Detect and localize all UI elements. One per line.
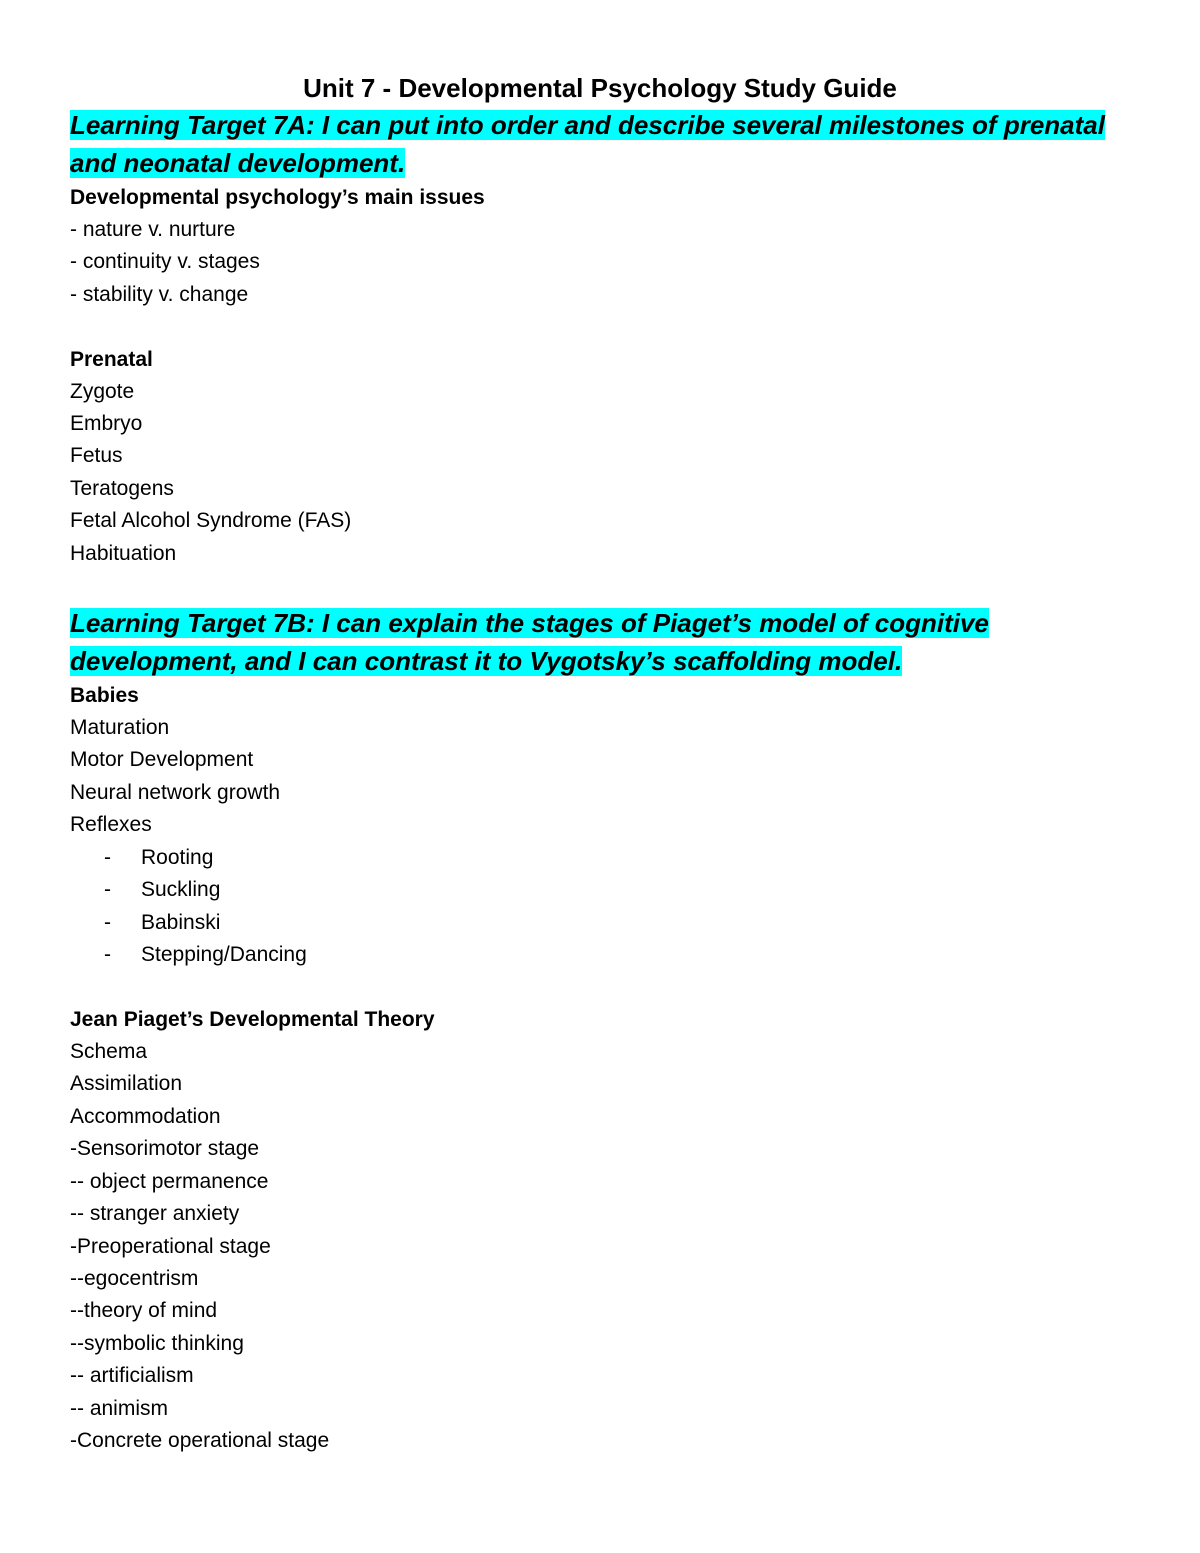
reflex-label: Rooting bbox=[141, 845, 214, 869]
learning-target-7b bbox=[70, 604, 1130, 680]
blank-line bbox=[70, 570, 1130, 604]
prenatal-item: Teratogens bbox=[70, 476, 174, 500]
babies-item: Motor Development bbox=[70, 748, 254, 772]
piaget-item: -- object permanence bbox=[70, 1169, 269, 1193]
prenatal-item: Fetus bbox=[70, 444, 123, 468]
reflex-item bbox=[70, 907, 1130, 940]
prenatal-item: Habituation bbox=[70, 541, 177, 565]
reflex-item bbox=[70, 842, 1130, 875]
babies-item: Maturation bbox=[70, 716, 170, 740]
bullet-dash: - bbox=[104, 845, 111, 869]
learning-target-7a-text: Learning Target 7A: I can put into order and describe several milestones of prenatal and neonatal development. bbox=[70, 110, 1105, 178]
piaget-item: Schema bbox=[70, 1040, 148, 1064]
piaget-item: -- animism bbox=[70, 1396, 168, 1420]
bullet-dash: - bbox=[104, 910, 111, 934]
piaget-item: -Concrete operational stage bbox=[70, 1428, 330, 1452]
reflex-label: Babinski bbox=[141, 910, 221, 934]
document-title: Unit 7 - Developmental Psychology Study Guide bbox=[303, 73, 897, 103]
learning-target-7a bbox=[70, 106, 1130, 182]
piaget-item: -Sensorimotor stage bbox=[70, 1137, 260, 1161]
reflex-label: Stepping/Dancing bbox=[141, 943, 307, 967]
babies-heading: Babies bbox=[70, 684, 139, 708]
reflex-item bbox=[70, 939, 1130, 972]
main-issues-heading: Developmental psychology’s main issues bbox=[70, 186, 485, 209]
piaget-item: --symbolic thinking bbox=[70, 1331, 244, 1355]
bullet-dash: - bbox=[104, 943, 111, 967]
document-page bbox=[70, 70, 1130, 1457]
piaget-item: Assimilation bbox=[70, 1072, 183, 1096]
babies-item: Reflexes bbox=[70, 813, 152, 837]
prenatal-item: Embryo bbox=[70, 412, 143, 436]
prenatal-heading: Prenatal bbox=[70, 347, 153, 371]
piaget-item: --egocentrism bbox=[70, 1266, 199, 1290]
prenatal-item: Fetal Alcohol Syndrome (FAS) bbox=[70, 509, 352, 533]
piaget-item: -- artificialism bbox=[70, 1364, 194, 1388]
piaget-heading: Jean Piaget’s Developmental Theory bbox=[70, 1008, 435, 1032]
piaget-item: --theory of mind bbox=[70, 1299, 218, 1323]
reflex-label: Suckling bbox=[141, 878, 221, 902]
bullet-dash: - bbox=[104, 878, 111, 902]
babies-item: Neural network growth bbox=[70, 780, 281, 804]
blank-line bbox=[70, 311, 1130, 343]
learning-target-7b-text: Learning Target 7B: I can explain the stages of Piaget’s model of cognitive development, and I can contrast it to Vygotsky’s scaffolding model. bbox=[70, 608, 989, 677]
prenatal-item: Zygote bbox=[70, 379, 135, 403]
blank-line bbox=[70, 972, 1130, 1004]
main-issue-item: - stability v. change bbox=[70, 282, 249, 306]
reflex-item bbox=[70, 874, 1130, 907]
main-issue-item: - continuity v. stages bbox=[70, 250, 260, 274]
piaget-item: -- stranger anxiety bbox=[70, 1202, 240, 1226]
piaget-item: Accommodation bbox=[70, 1104, 221, 1128]
main-issue-item: - nature v. nurture bbox=[70, 218, 236, 241]
piaget-item: -Preoperational stage bbox=[70, 1234, 271, 1258]
